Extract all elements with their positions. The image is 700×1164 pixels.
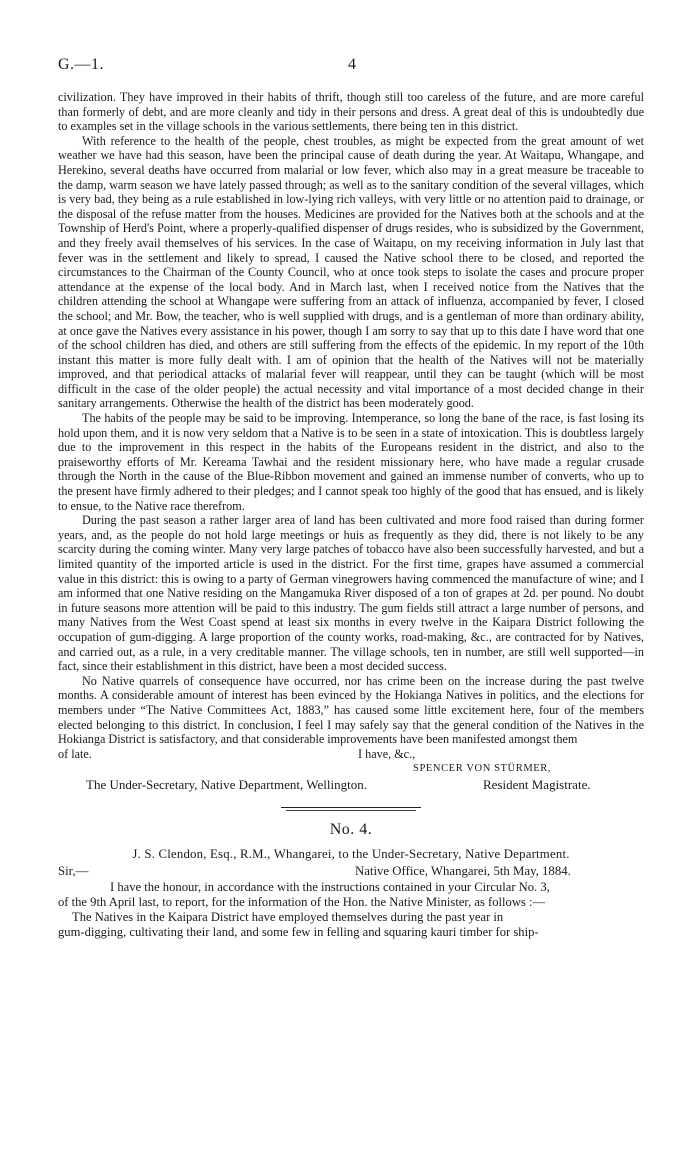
signatory-title: Resident Magistrate. xyxy=(483,776,591,792)
page-number: 4 xyxy=(348,56,356,73)
salutation: Sir,— xyxy=(58,863,89,878)
addressee: The Under-Secretary, Native Department, Wellington. xyxy=(86,776,367,792)
letter-dateline: Native Office, Whangarei, 5th May, 1884. xyxy=(355,863,571,878)
divider-rule-thin xyxy=(286,810,416,811)
section-divider xyxy=(58,807,644,811)
paragraph-habits: The habits of the people may be said to be improving. Intemperance, so long the bane of the race, is fast losing its hold upon them, and it is now very seldom that a Native is to be seen in a state of intoxication. This is doubtless largely due to the improvement in this respect in the habits of the Europeans resident in the district, and also to the praiseworthy efforts of Mr. Kereama Tawhai and the resident missionary here, who have made a regular crusade through the North in the cause of the Blue-Ribbon movement and gained an immense number of converts, who up to the present have firmly adhered to their pledges; and I cannot speak too highly of the good that has ensued, and is likely to ensue, to the Native race therefrom. xyxy=(58,411,644,513)
signature: SPENCER VON STÜRMER, xyxy=(413,762,552,774)
letter-heading: J. S. Clendon, Esq., R.M., Whangarei, to the Under-Secretary, Native Department. xyxy=(132,846,570,861)
letter-line-2: of the 9th April last, to report, for the information of the Hon. the Native Minister, as follows :— xyxy=(58,894,546,909)
letter-line-3-text: The Natives in the Kaipara District have employed themselves during the past year in xyxy=(72,910,504,925)
closing-of-late: of late. xyxy=(58,746,92,761)
page-header xyxy=(58,56,644,78)
section-number: No. 4. xyxy=(329,820,373,838)
letter-line-1: I have the honour, in accordance with the instructions contained in your Circular No. 3, xyxy=(110,879,550,894)
divider-rule-thick xyxy=(281,807,421,808)
report-body xyxy=(58,90,644,747)
letter-line-4: gum-digging, cultivating their land, and some few in felling and squaring kauri timber for ship- xyxy=(58,925,539,940)
paragraph-civilization: civilization. They have improved in their habits of thrift, though still too careless of the future, and are more careful than formerly of debt, and are more cleanly and tidy in their persons and dress. A great deal of this is undoubtedly due to examples set in the village schools in the various settlements, there being ten in this district. xyxy=(58,90,644,134)
paper-reference: G.—1. xyxy=(58,56,105,73)
document-page xyxy=(58,56,644,941)
paragraph-cultivation: During the past season a rather larger area of land has been cultivated and more food raised than during former years, and, as the people do not hold large meetings or huis as frequently as they did, there is not likely to be any scarcity during the coming winter. Many very large patches of tobacco have also been successfully harvested, and but a limited quantity of the imported article is used in the district. For the first time, grapes have assumed a commercial value in this district: this is owing to a party of German vinegrowers having commenced the manufacture of wine; and I am informed that one Native residing on the Mangamuka River disposed of a ton of grapes at 2d. per pound. No doubt in future seasons more attention will be paid to this industry. The gum fields still attract a large number of persons, and many Natives from the West Coast spend at least six months in every twelve in the Kaipara District following the occupation of gum-digging. A large proportion of the county works, road-making, &c., are contracted for by Natives, and carried out, as a rule, in a very creditable manner. The village schools, ten in number, are still well supported—in fact, since their establishment in this district, have been a most decided success. xyxy=(58,513,644,674)
salutation-line xyxy=(58,864,644,880)
paragraph-health: With reference to the health of the people, chest troubles, as might be expected from the great amount of wet weather we have had this season, have been the principal cause of death during the year. At Waitapu, Whangape, and Herekino, several deaths have occurred from malarial or low fever, which also may in a great measure be traceable to the damp, warm season we have lately passed through; as well as to the sanitary condition of the several villages, which is very bad, they being as a rule established in low-lying rich valleys, with very little or no attention paid to drainage, or the disposal of the refuse matter from the houses. Medicines are provided for the Natives both at the schools and at the Township of Herd's Point, where a properly-qualified dispenser of drugs resides, who is subsidized by the Government, and they freely avail themselves of his services. In the case of Waitapu, on my receiving information in July last that fever was in the settlement and likely to spread, I caused the Native school there to be closed, and reported the circumstances to the Chairman of the County Council, who at once took steps to isolate the cases and procure proper attendance at the expense of the local body. And in March last, when I received notice from the Natives that the children attending the school at Whangape were suffering from an attack of influenza, accompanied by fever, I closed the school; and Mr. Bow, the teacher, who is well supplied with drugs, and is a gentleman of more than ordinary ability, at once gave the Natives every assistance in his power, though I am sorry to say that up to this date I have word that one of the school children has died, and others are still suffering from the effects of the epidemic. In my report of the 10th instant this matter is more fully dealt with. I am of opinion that the health of the Natives will not be materially improved, and that periodical attacks of malarial fever will reappear, until they can be taught (which will be most difficult in the case of the older people) the actual necessity and vital importance of a most decided change in their sanitary arrangements. Otherwise the health of the district has been moderately good. xyxy=(58,133,644,411)
letter-closing xyxy=(58,747,644,797)
letter-body xyxy=(58,880,644,941)
paragraph-quarrels: No Native quarrels of consequence have occurred, nor has crime been on the increase during the past twelve months. A considerable amount of interest has been evinced by the Hokianga Natives in politics, and the elections for members under “The Native Committees Act, 1883,” has caused some little excitement here, four of the members elected belonging to this district. In conclusion, I feel I may safely say that the general condition of the Natives in the Hokianga District is satisfactory, and that considerable improvements have been manifested amongst them xyxy=(58,673,644,747)
closing-salutation: I have, &c., xyxy=(358,746,416,761)
letter-line-3 xyxy=(58,910,644,925)
